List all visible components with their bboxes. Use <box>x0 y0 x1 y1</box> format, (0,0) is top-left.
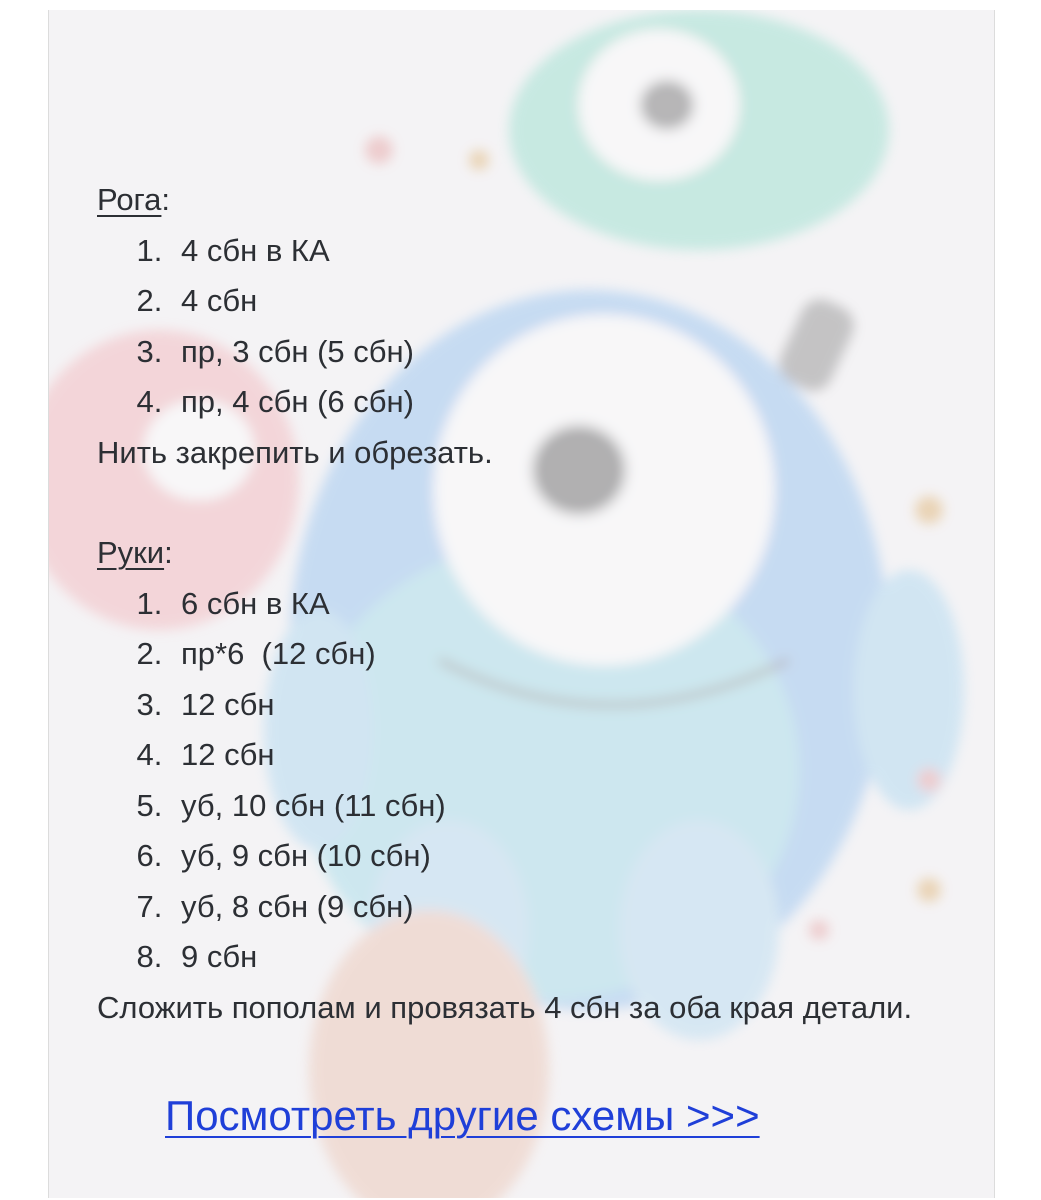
more-patterns-link[interactable]: Посмотреть другие схемы >>> <box>165 1092 760 1139</box>
section-spacer <box>97 478 977 528</box>
section-heading-horns <box>97 175 977 226</box>
list-item: 1. 4 сбн в КА <box>171 226 977 277</box>
list-item: 7. уб, 8 сбн (9 сбн) <box>171 882 977 933</box>
list-item: 1. 6 сбн в КА <box>171 579 977 630</box>
section-title-colon: : <box>161 182 171 217</box>
horns-steps-list <box>97 226 977 428</box>
pattern-text <box>97 175 977 1033</box>
list-item: 6. уб, 9 сбн (10 сбн) <box>171 831 977 882</box>
list-item: 2. пр*6 (12 сбн) <box>171 629 977 680</box>
list-item: 3. 12 сбн <box>171 680 977 731</box>
document-page <box>48 10 995 1198</box>
list-item: 2. 4 сбн <box>171 276 977 327</box>
arms-steps-list <box>97 579 977 983</box>
section-note: Нить закрепить и обрезать. <box>97 434 493 470</box>
section-title: Рога <box>97 182 162 217</box>
section-heading-arms <box>97 528 977 579</box>
list-item: 3. пр, 3 сбн (5 сбн) <box>171 327 977 378</box>
list-item: 8. 9 сбн <box>171 932 977 983</box>
section-title-colon: : <box>164 535 173 570</box>
list-item: 5. уб, 10 сбн (11 сбн) <box>171 781 977 832</box>
section-title: Руки <box>97 535 165 570</box>
list-item: 4. пр, 4 сбн (6 сбн) <box>171 377 977 428</box>
list-item: 4. 12 сбн <box>171 730 977 781</box>
section-note: Сложить пополам и провязать 4 сбн за оба края детали. <box>97 989 913 1025</box>
